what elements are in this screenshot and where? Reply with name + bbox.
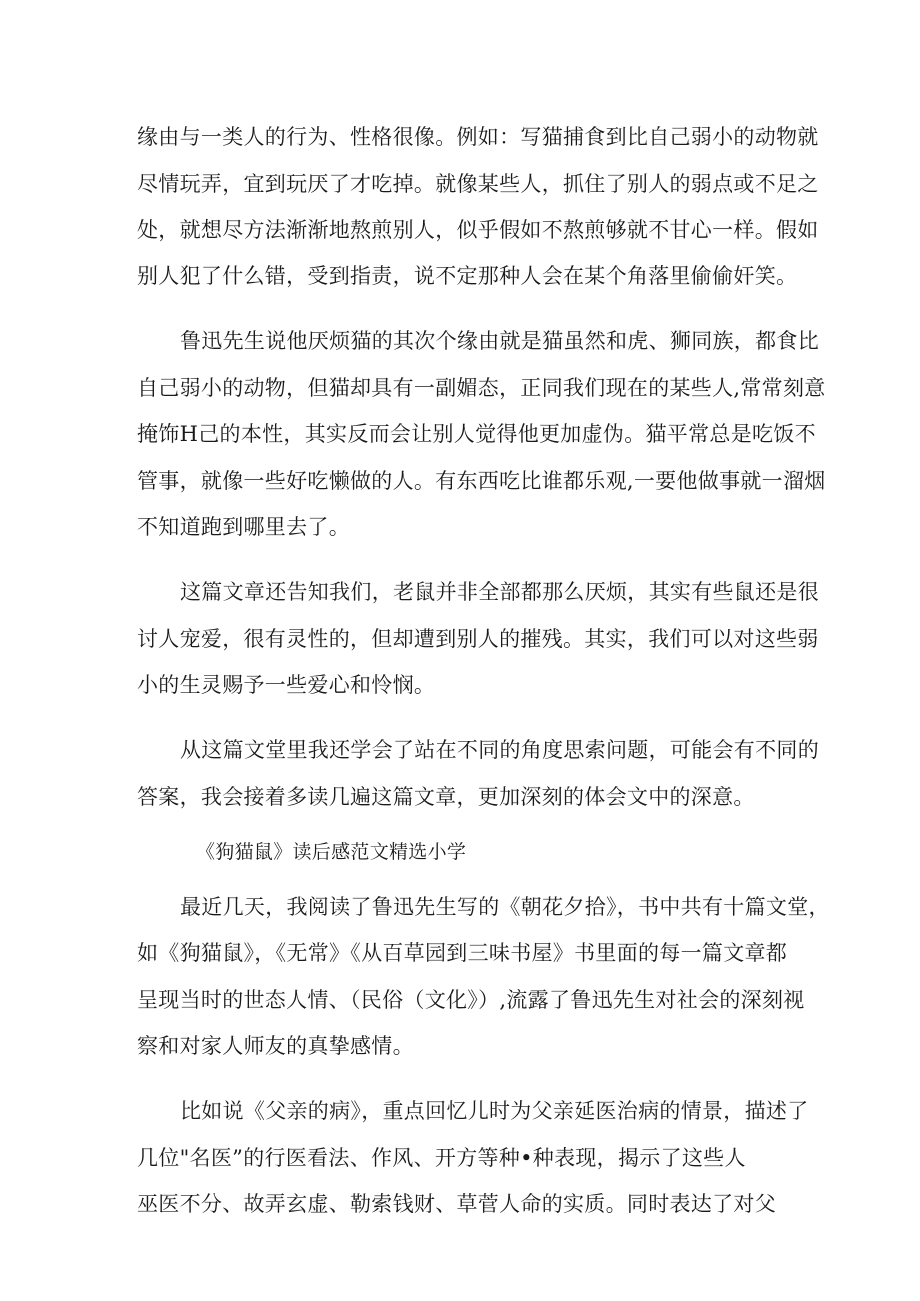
text-line: 几位"名医”的行医看法、作风、开方等种•种表现，揭示了这些人	[137, 1146, 746, 1170]
text-line: 处，就想尽方法渐渐地熬煎别人，似乎假如不熬煎够就不甘心一样。假如	[137, 218, 819, 242]
text-line: 鲁迅先生说他厌烦猫的其次个缘由就是猫虽然和虎、狮同族，都食比	[180, 329, 819, 353]
text-line: 巫医不分、故弄玄虚、勒索钱财、草菅人命的实质。同时表达了对父	[137, 1192, 776, 1216]
text-line: 讨人宠爱，很有灵性的，但却遭到别人的摧残。其实，我们可以对这些弱	[137, 627, 819, 651]
text-line: 察和对家人师友的真挚感情。	[137, 1034, 414, 1058]
text-line: 比如说《父亲的病》，重点回忆儿时为父亲延医治病的情景，描述了	[180, 1099, 809, 1123]
text-line: 别人犯了什么错，受到指责，说不定那种人会在某个角落里偷偷奸笑。	[137, 264, 798, 288]
text-line: 自己弱小的动物，但猫却具有一副媚态，正同我们现在的某些人,常常刻意	[137, 376, 826, 400]
section-title: 《狗猫鼠》读后感范文精选小学	[196, 841, 467, 863]
text-line: 答案，我会接着多读几遍这篇文章，更加深刻的体会文中的深意。	[137, 785, 755, 809]
text-line: 不知道跑到哪里去了。	[137, 515, 350, 539]
text-line: 呈现当时的世态人情、（民俗（文化》）,流露了鲁迅先生对社会的深刻视	[137, 988, 805, 1012]
text-line: 管事，就像一些好吃懒做的人。有东西吃比谁都乐观,一要他做事就一溜烟	[137, 469, 826, 493]
text-line: 从这篇文堂里我还学会了站在不同的角度思索问题，可能会有不同的	[180, 738, 819, 762]
text-line: 尽情玩弄，宜到玩厌了才吃掉。就像某些人，抓住了别人的弱点或不足之	[137, 172, 819, 196]
text-line: 小的生灵赐予一些爱心和怜悯。	[137, 673, 436, 697]
text-line: 掩饰H己的本性，其实反而会让别人觉得他更加虚伪。猫平常总是吃饭不	[137, 422, 816, 446]
text-line: 缘由与一类人的行为、性格很像。例如：写猫捕食到比自己弱小的动物就	[137, 125, 819, 149]
text-line: 最近几天，我阅读了鲁迅先生写的《朝花夕拾》，书中共有十篇文堂，	[180, 895, 830, 919]
text-line: 这篇文章还告知我们，老鼠并非全部都那么厌烦，其实有些鼠还是很	[180, 580, 819, 604]
text-line: 如《狗猫鼠》，《无常》《从百草园到三味书屋》书里面的每一篇文章都	[137, 941, 788, 965]
